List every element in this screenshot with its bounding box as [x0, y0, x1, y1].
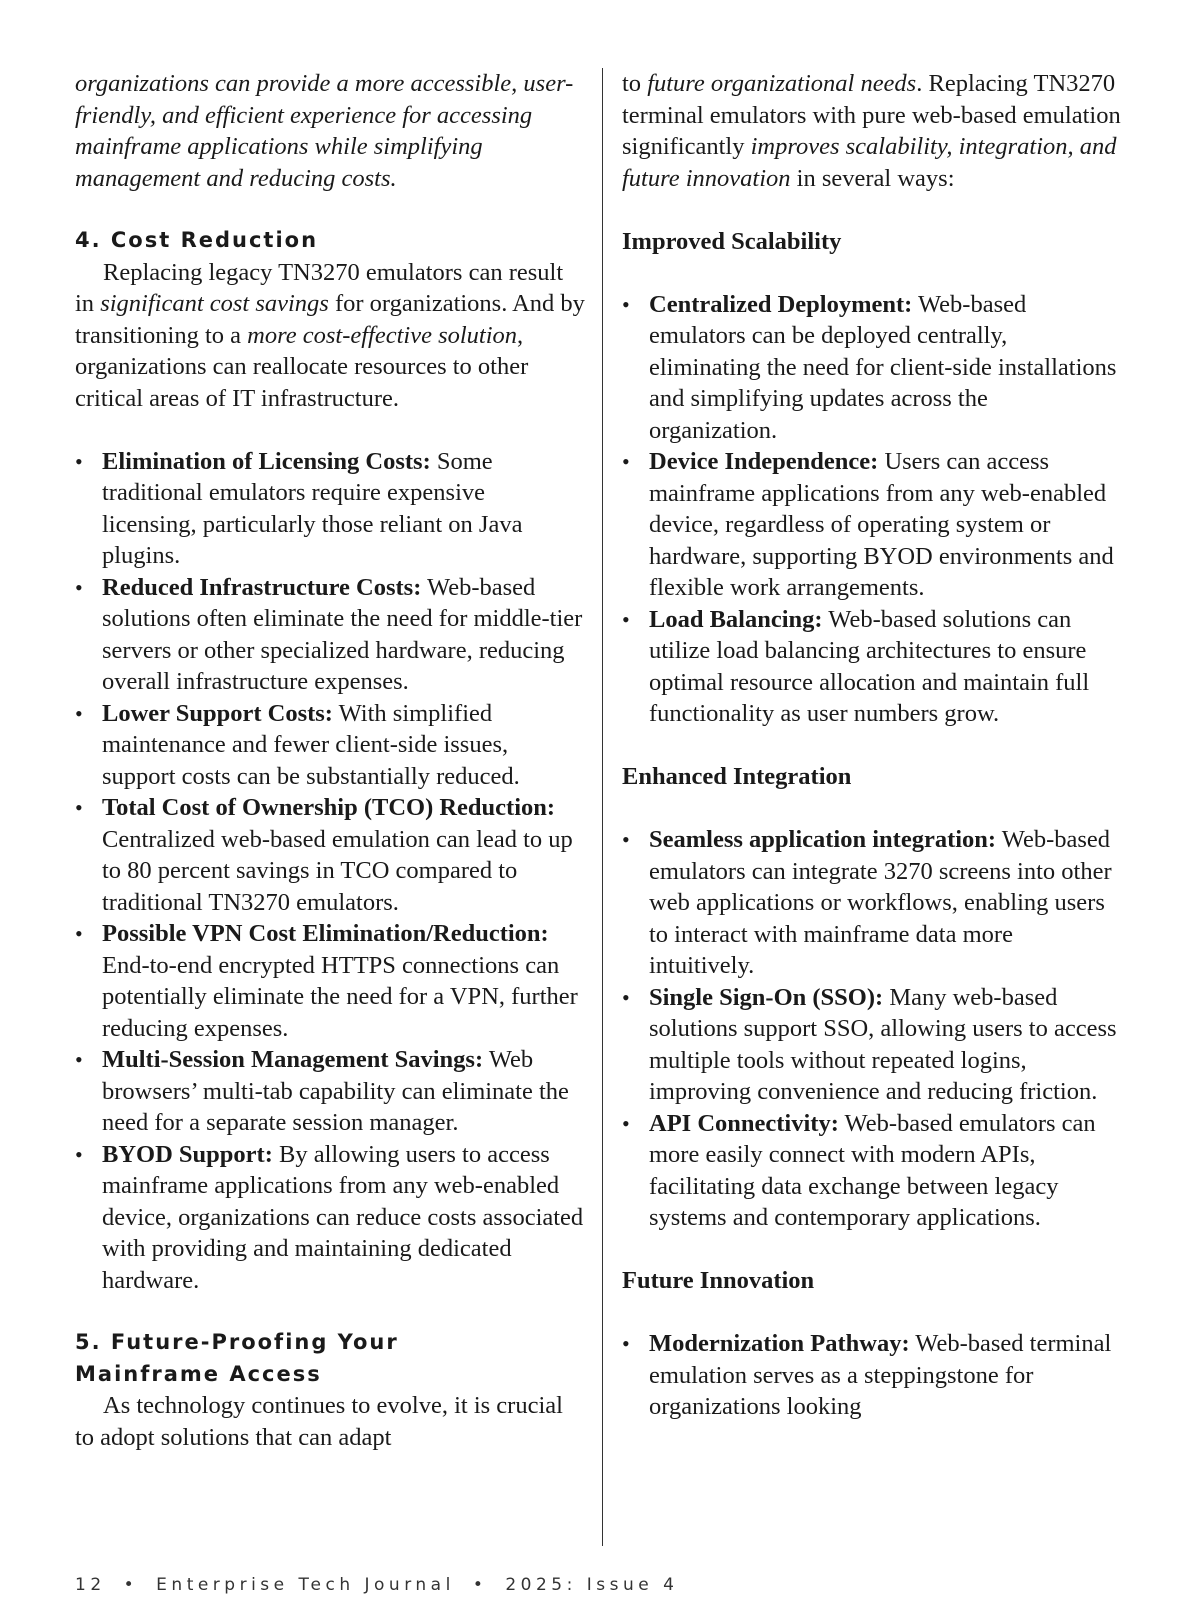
integration-heading: Enhanced Integration: [622, 763, 852, 790]
innovation-list: [622, 1328, 1122, 1423]
list-item: • Lower Support Costs: With simplified maintenance and fewer client-side issues, support costs can be substantially reduced.: [75, 698, 585, 793]
list-item: • Modernization Pathway: Web-based terminal emulation serves as a steppingstone for organizations looking: [622, 1328, 1122, 1423]
list-item: • Centralized Deployment: Web-based emulators can be deployed centrally, eliminating the need for client-side installations and simplifying updates across the organization.: [622, 289, 1122, 447]
page-footer: [75, 1575, 678, 1595]
list-item: • Device Independence: Users can access mainframe applications from any web-enabled device, regardless of operating system or hardware, supporting BYOD environments and flexible work arrangements.: [622, 446, 1122, 604]
list-item: • Single Sign-On (SSO): Many web-based solutions support SSO, allowing users to access multiple tools without repeated logins, improving convenience and reducing friction.: [622, 982, 1122, 1108]
section-5-heading: 5. Future-Proofing Your Mainframe Access: [75, 1330, 399, 1386]
issue-label: 2025: Issue 4: [505, 1575, 679, 1595]
right-intro-paragraph: to future organizational needs. Replacing TN3270 terminal emulators with pure web-based emulation significantly improves scalability, integration, and future innovation in several ways:: [622, 70, 1121, 192]
list-item: • BYOD Support: By allowing users to access mainframe applications from any web-enabled device, organizations can reduce costs associated with providing and maintaining dedicated hardware.: [75, 1139, 585, 1297]
innovation-heading: Future Innovation: [622, 1267, 815, 1294]
list-item: • Load Balancing: Web-based solutions can utilize load balancing architectures to ensure optimal resource allocation and maintain full functionality as user numbers grow.: [622, 604, 1122, 730]
left-column: [75, 68, 585, 1453]
list-item: • Seamless application integration: Web-based emulators can integrate 3270 screens into other web applications or workflows, enabling users to interact with mainframe data more intuitively.: [622, 824, 1122, 982]
list-item: • Elimination of Licensing Costs: Some traditional emulators require expensive licensing, particularly those reliant on Java plugins.: [75, 446, 585, 572]
list-item: • Possible VPN Cost Elimination/Reduction: End-to-end encrypted HTTPS connections can potentially eliminate the need for a VPN, further reducing expenses.: [75, 918, 585, 1044]
scalability-heading: Improved Scalability: [622, 227, 842, 255]
list-item: • API Connectivity: Web-based emulators can more easily connect with modern APIs, facilitating data exchange between legacy systems and contemporary applications.: [622, 1108, 1122, 1234]
list-item: • Multi-Session Management Savings: Web browsers’ multi-tab capability can eliminate the need for a separate session manager.: [75, 1044, 585, 1139]
section-4-paragraph: Replacing legacy TN3270 emulators can result in significant cost savings for organizations. And by transitioning to a more cost-effective solution, organizations can reallocate resources to other critical areas of IT infrastructure.: [75, 258, 585, 412]
section-5-paragraph: As technology continues to evolve, it is crucial to adopt solutions that can adapt: [75, 1392, 563, 1451]
section-4-heading: 4. Cost Reduction: [75, 228, 319, 252]
integration-list: [622, 824, 1122, 1234]
separator-dot: •: [123, 1575, 139, 1595]
right-column: [622, 68, 1122, 1423]
journal-name: Enterprise Tech Journal: [156, 1575, 455, 1595]
cost-bullet-list: [75, 446, 585, 1297]
separator-dot: •: [472, 1575, 488, 1595]
intro-paragraph: organizations can provide a more accessible, user-friendly, and efficient experience for accessing mainframe applications while simplifying management and reducing costs.: [75, 70, 574, 192]
list-item: • Total Cost of Ownership (TCO) Reduction: Centralized web-based emulation can lead to up to 80 percent savings in TCO compared to traditional TN3270 emulators.: [75, 792, 585, 918]
list-item: • Reduced Infrastructure Costs: Web-based solutions often eliminate the need for middle-tier servers or other specialized hardware, reducing overall infrastructure expenses.: [75, 572, 585, 698]
page-number: 12: [75, 1575, 106, 1595]
scalability-list: [622, 289, 1122, 730]
column-divider: [602, 68, 603, 1546]
